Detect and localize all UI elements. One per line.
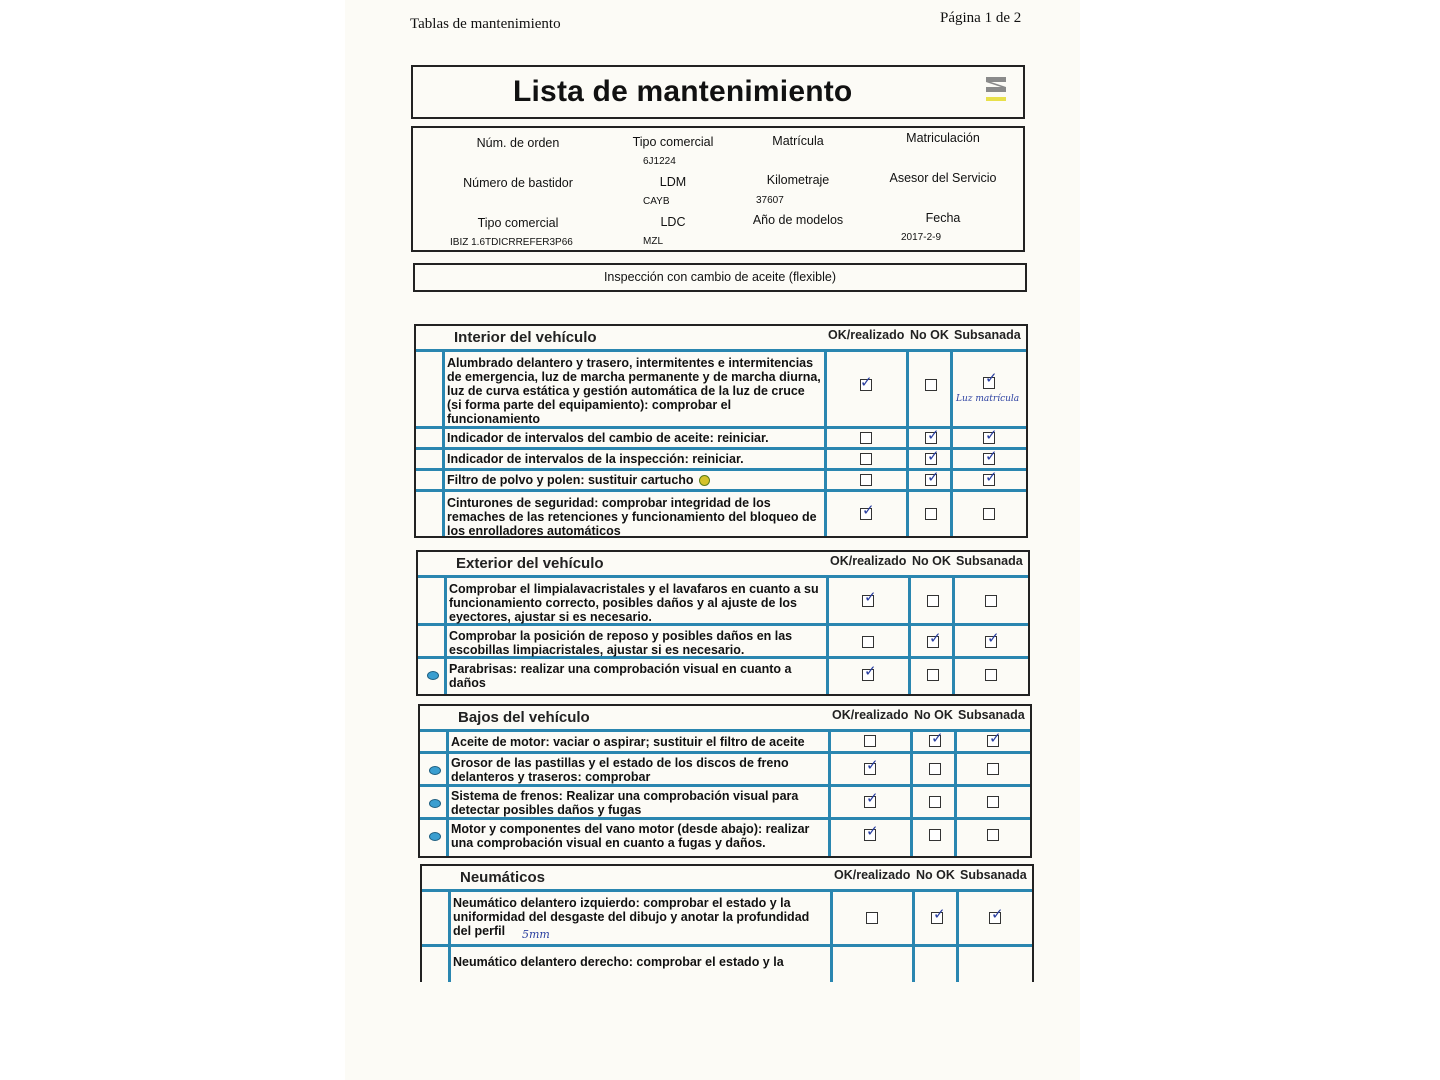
- check-mark: ✓: [864, 662, 877, 680]
- check-mark: ✓: [866, 822, 879, 840]
- seat-logo-icon: [983, 73, 1009, 107]
- col-ok-header: OK/realizado: [830, 554, 907, 568]
- check-mark: ✓: [985, 468, 998, 486]
- matricula-label: Matrícula: [772, 134, 824, 148]
- subs-checkbox[interactable]: [987, 829, 999, 841]
- tipo-comercial2-value: IBIZ 1.6TDICRREFER3P66: [450, 237, 573, 248]
- col-nook-header: No OK: [916, 868, 955, 882]
- subs-checkbox[interactable]: [987, 763, 999, 775]
- subs-checkbox[interactable]: [987, 796, 999, 808]
- check-mark: ✓: [927, 426, 940, 444]
- ldm-value: CAYB: [643, 196, 670, 207]
- ldc-label: LDC: [660, 215, 686, 229]
- check-mark: ✓: [866, 756, 879, 774]
- inspection-type: Inspección con cambio de aceite (flexible): [413, 263, 1027, 292]
- section-exterior: [416, 550, 1030, 696]
- check-mark: ✓: [927, 447, 940, 465]
- row-text: Cinturones de seguridad: comprobar integridad de los remaches de las retenciones y funcionamiento del bloqueo de los enrolladores automáticos: [447, 496, 817, 538]
- check-grid: [422, 889, 1032, 982]
- document-title: Lista de mantenimiento: [513, 75, 853, 108]
- col-nook-header: No OK: [912, 554, 951, 568]
- check-grid: [420, 729, 1030, 856]
- checklist-row: [420, 754, 1030, 787]
- col-ok-header: OK/realizado: [834, 868, 911, 882]
- col-ok-header: OK/realizado: [828, 328, 905, 342]
- check-mark: ✓: [987, 629, 1000, 647]
- checklist-row: [416, 492, 1026, 536]
- nook-checkbox[interactable]: [927, 669, 939, 681]
- subs-checkbox[interactable]: [985, 669, 997, 681]
- row-text: Aceite de motor: vaciar o aspirar; sustituir el filtro de aceite: [451, 735, 805, 749]
- fecha-label: Fecha: [925, 211, 961, 225]
- col-subs-header: Subsanada: [954, 328, 1021, 342]
- kilometraje-label: Kilometraje: [766, 173, 830, 187]
- row-text: Comprobar la posición de reposo y posibles daños en las escobillas limpiacristales, ajustar si es necesario.: [449, 629, 793, 657]
- section-title: Neumáticos: [460, 869, 546, 886]
- section-bajos: [418, 704, 1032, 858]
- ldc-value: MZL: [643, 236, 663, 247]
- check-mark: ✓: [985, 369, 998, 387]
- row-text: Sistema de frenos: Realizar una comprobación visual para detectar posibles daños y fugas: [451, 789, 799, 817]
- nook-checkbox[interactable]: [929, 763, 941, 775]
- ok-checkbox[interactable]: [860, 474, 872, 486]
- checklist-row: [422, 947, 1032, 987]
- checklist-row: [418, 578, 1028, 626]
- nook-checkbox[interactable]: [929, 829, 941, 841]
- check-mark: ✓: [991, 905, 1004, 923]
- col-ok-header: OK/realizado: [832, 708, 909, 722]
- matriculacion-label: Matriculación: [906, 131, 980, 145]
- ldm-label: LDM: [659, 175, 687, 189]
- row-text: [447, 473, 822, 487]
- check-grid: [416, 349, 1026, 536]
- row-text: Indicador de intervalos del cambio de aceite: reiniciar.: [447, 431, 769, 445]
- nook-checkbox[interactable]: [927, 595, 939, 607]
- subs-checkbox[interactable]: [985, 595, 997, 607]
- kilometraje-value: 37607: [756, 195, 784, 206]
- check-mark: ✓: [989, 729, 1002, 747]
- tipo-comercial2-label: Tipo comercial: [477, 216, 559, 230]
- checklist-row: [416, 468, 1026, 492]
- bastidor-label: Número de bastidor: [463, 176, 573, 190]
- ok-checkbox[interactable]: [860, 432, 872, 444]
- section-neumaticos: [420, 864, 1034, 982]
- fecha-value: 2017-2-9: [901, 232, 942, 243]
- ok-checkbox[interactable]: [866, 912, 878, 924]
- check-mark: ✓: [929, 629, 942, 647]
- green-dot-icon: [699, 475, 710, 486]
- title-box: [411, 65, 1025, 119]
- section-interior: [414, 324, 1028, 538]
- handwritten-note: 5mm: [522, 928, 550, 941]
- row-text: Grosor de las pastillas y el estado de los discos de freno delanteros y traseros: comprobar: [451, 756, 789, 784]
- check-mark: ✓: [933, 905, 946, 923]
- row-text: Neumático delantero derecho: comprobar el estado y la: [453, 955, 784, 969]
- checklist-row: [418, 626, 1028, 659]
- col-subs-header: Subsanada: [960, 868, 1027, 882]
- nook-checkbox[interactable]: [925, 508, 937, 520]
- check-mark: ✓: [866, 789, 879, 807]
- col-subs-header: Subsanada: [958, 708, 1025, 722]
- eye-icon: [429, 799, 441, 808]
- ok-checkbox[interactable]: [864, 735, 876, 747]
- col-nook-header: No OK: [914, 708, 953, 722]
- ok-checkbox[interactable]: [860, 453, 872, 465]
- eye-icon: [429, 766, 441, 775]
- check-mark: ✓: [860, 373, 873, 391]
- checklist-row: [422, 892, 1032, 947]
- page-header-title: Tablas de mantenimiento: [410, 16, 561, 32]
- col-nook-header: No OK: [910, 328, 949, 342]
- row-text: Indicador de intervalos de la inspección: reiniciar.: [447, 452, 744, 466]
- check-mark: ✓: [985, 447, 998, 465]
- check-mark: ✓: [927, 468, 940, 486]
- check-mark: ✓: [985, 426, 998, 444]
- vehicle-info-box: [411, 126, 1025, 252]
- row-text: Motor y componentes del vano motor (desde abajo): realizar una comprobación visual en cuanto a fugas y daños.: [451, 822, 810, 850]
- row-text: Parabrisas: realizar una comprobación visual en cuanto a daños: [449, 662, 792, 690]
- checklist-row: [420, 729, 1030, 754]
- nook-checkbox[interactable]: [925, 379, 937, 391]
- tipo-comercial-value: 6J1224: [643, 156, 676, 167]
- check-mark: ✓: [862, 501, 875, 519]
- section-title: Exterior del vehículo: [456, 555, 604, 572]
- page-number: Página 1 de 2: [940, 10, 1022, 26]
- anio-label: Año de modelos: [752, 213, 844, 227]
- checklist-row: [420, 820, 1030, 853]
- section-title: Bajos del vehículo: [458, 709, 590, 726]
- handwritten-note: Luz matrícula: [956, 394, 1020, 404]
- nook-checkbox[interactable]: [929, 796, 941, 808]
- eye-icon: [427, 671, 439, 680]
- check-mark: ✓: [864, 588, 877, 606]
- subs-checkbox[interactable]: [983, 508, 995, 520]
- col-subs-header: Subsanada: [956, 554, 1023, 568]
- row-text: Alumbrado delantero y trasero, intermitentes e intermitencias de emergencia, luz de marcha permanente y de marcha diurna, luz de curva estática y gestión automática de la luz de cruce (si forma parte del equipamiento): comprobar el funcionamiento: [447, 356, 821, 426]
- row-text: Comprobar el limpialavacristales y el lavafaros en cuanto a su funcionamiento correcto, posibles daños y al ajuste de los eyectores, ajustar si es necesario.: [449, 582, 819, 624]
- check-mark: ✓: [931, 729, 944, 747]
- ok-checkbox[interactable]: [862, 636, 874, 648]
- section-title: Interior del vehículo: [454, 329, 597, 346]
- asesor-label: Asesor del Servicio: [889, 171, 997, 185]
- eye-icon: [429, 832, 441, 841]
- row-text-label: Filtro de polvo y polen: sustituir cartucho: [447, 473, 694, 487]
- checklist-row: [416, 352, 1026, 429]
- check-grid: [418, 575, 1028, 694]
- tipo-comercial-label: Tipo comercial: [632, 135, 714, 149]
- num-orden-label: Núm. de orden: [476, 136, 560, 150]
- checklist-row: [418, 659, 1028, 691]
- row-text: Neumático delantero izquierdo: comprobar el estado y la uniformidad del desgaste del dibujo y anotar la profundidad del perfil: [453, 896, 810, 938]
- checklist-row: [420, 787, 1030, 820]
